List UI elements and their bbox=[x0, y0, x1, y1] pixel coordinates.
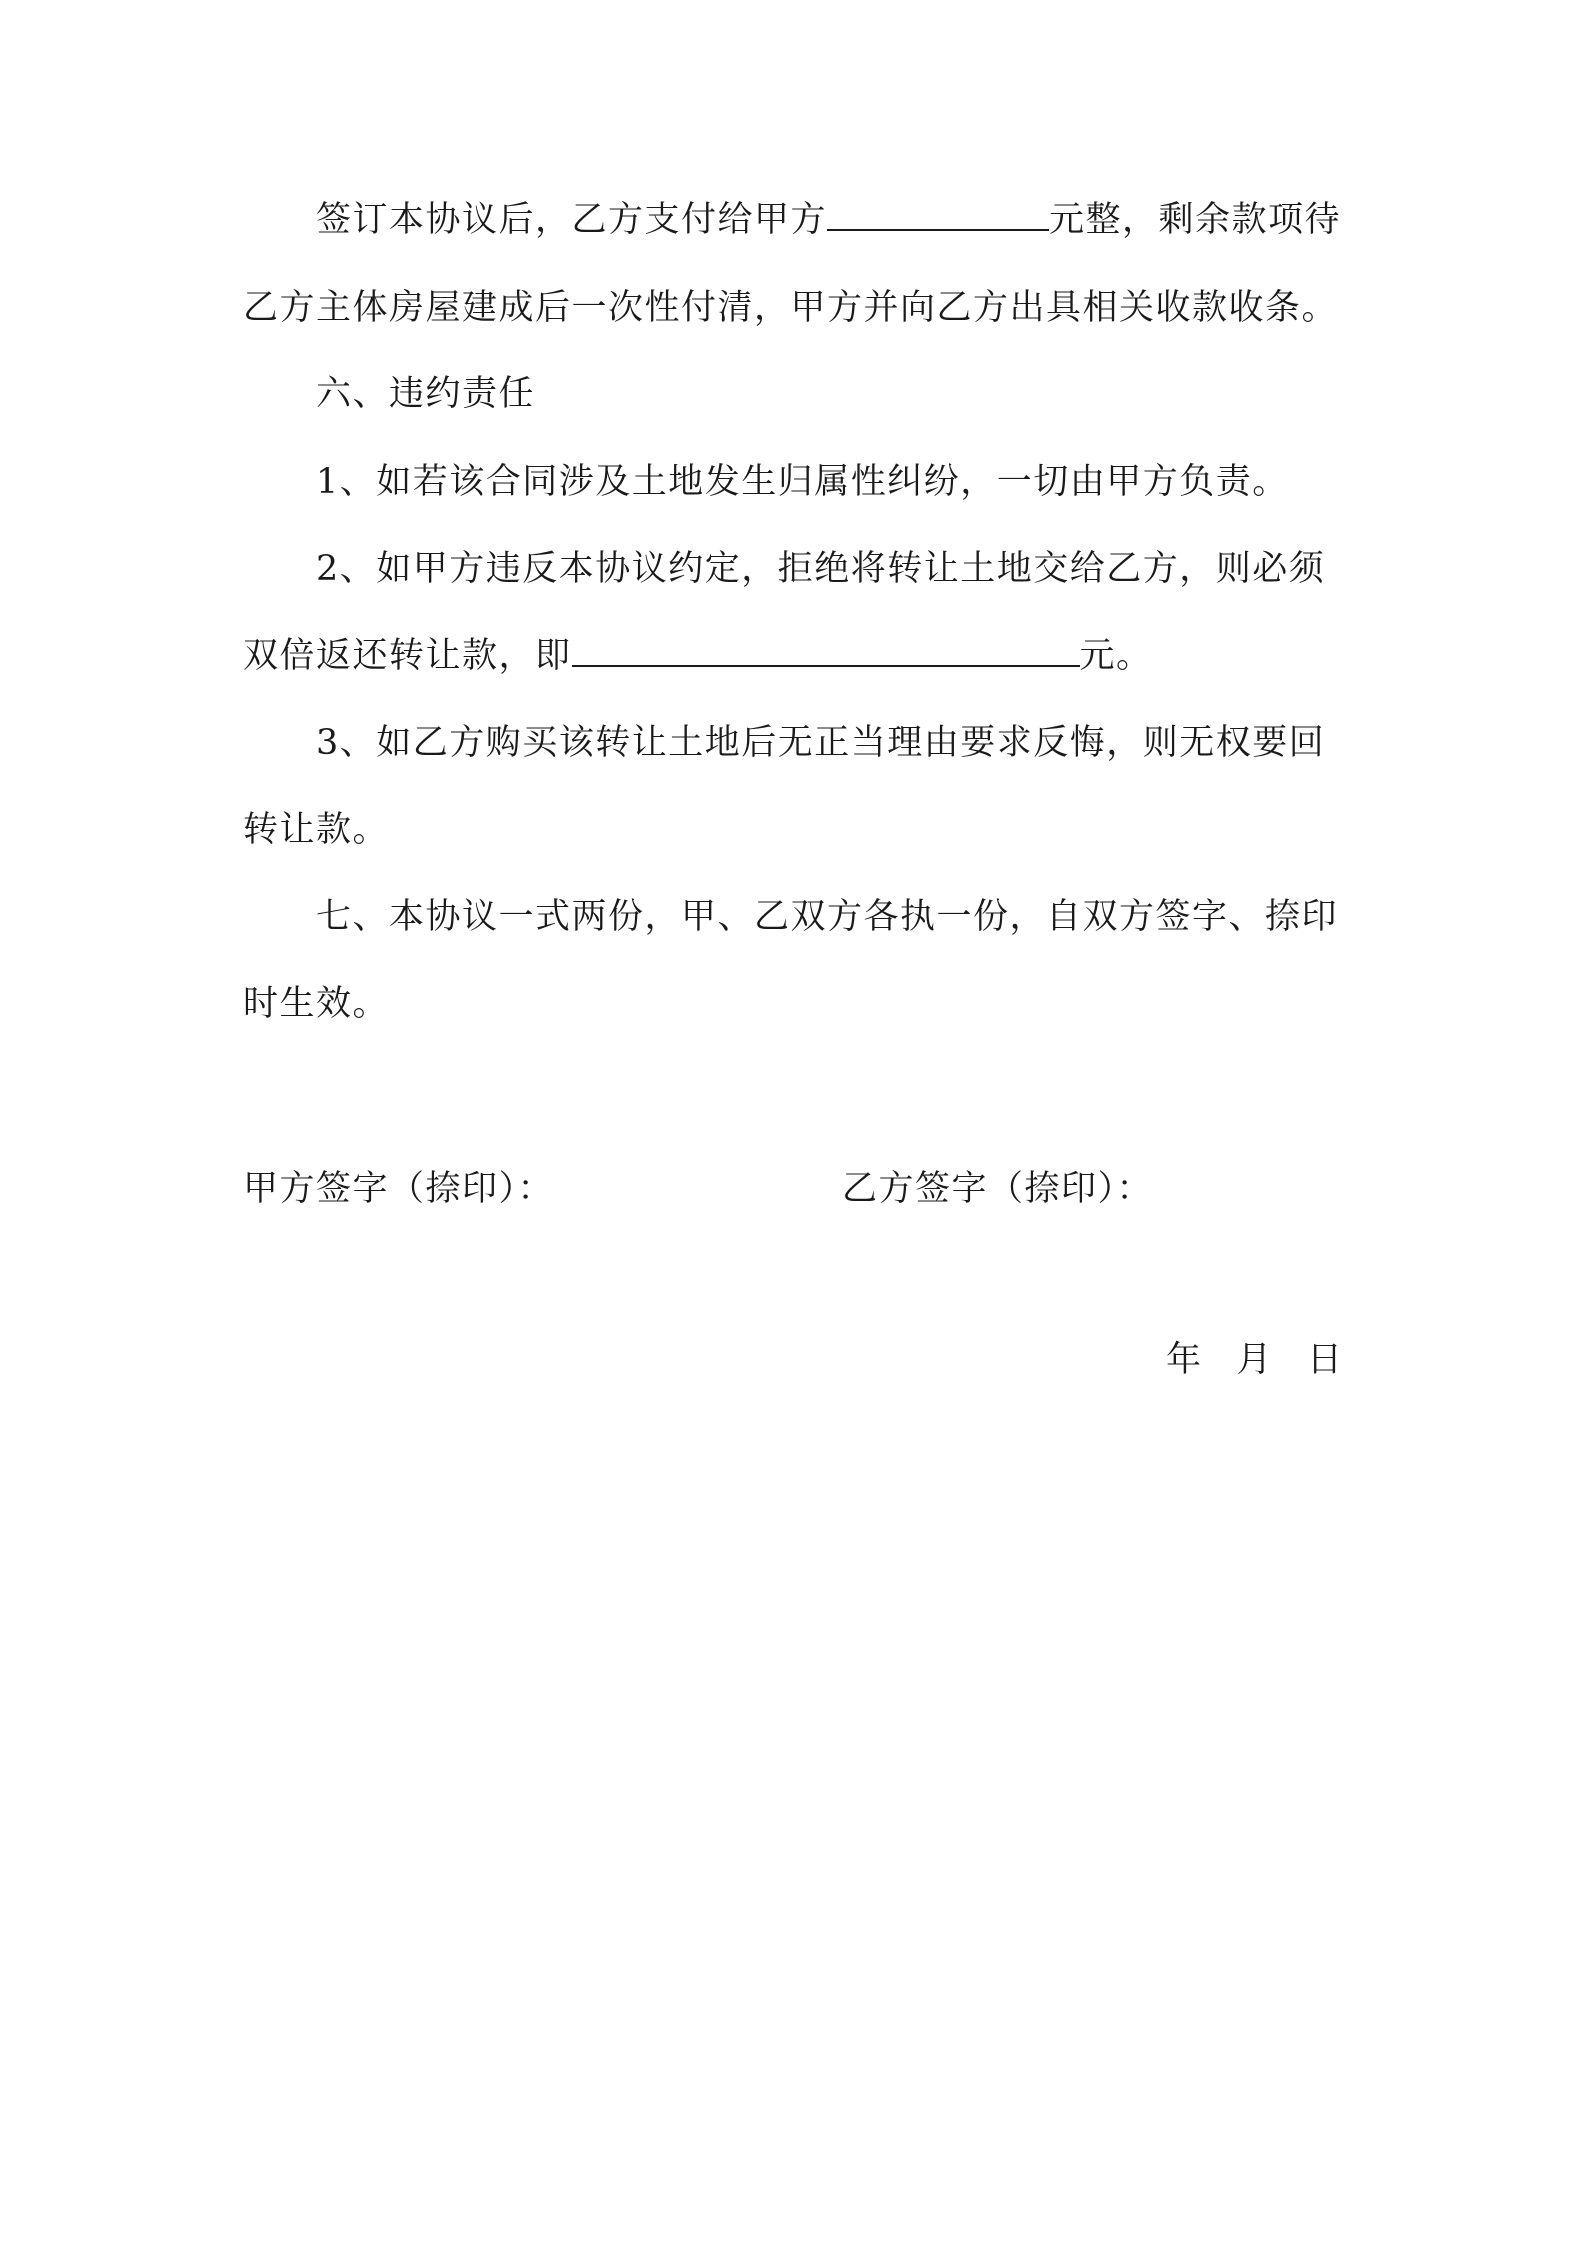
party-a-signature-label: 甲方签字（捺印）： bbox=[243, 1169, 555, 1209]
payment-amount-blank[interactable] bbox=[827, 199, 1049, 231]
clause-3-line1: 3、如乙方购买该转让土地后无正当理由要求反悔，则无权要回 bbox=[316, 723, 1326, 763]
refund-amount-blank[interactable] bbox=[572, 635, 1080, 667]
clause-1: 1、如若该合同涉及土地发生归属性纠纷，一切由甲方负责。 bbox=[316, 462, 1289, 502]
paragraph-payment-line1 bbox=[316, 198, 1341, 242]
payment-text-before: 签订本协议后，乙方支付给甲方 bbox=[316, 200, 828, 240]
section-6-title: 六、违约责任 bbox=[316, 374, 536, 414]
paragraph-payment-line2: 乙方主体房屋建成后一次性付清，甲方并向乙方出具相关收款收条。 bbox=[243, 288, 1339, 328]
date-day: 日 bbox=[1307, 1340, 1344, 1380]
clause-2-line2 bbox=[243, 634, 1153, 678]
section-7-line2: 时生效。 bbox=[243, 984, 390, 1024]
date-month: 月 bbox=[1236, 1340, 1274, 1380]
clause-3-line2: 转让款。 bbox=[243, 810, 390, 850]
party-b-signature-label: 乙方签字（捺印）： bbox=[842, 1169, 1154, 1209]
date-line bbox=[1166, 1338, 1344, 1382]
refund-text-after: 元。 bbox=[1079, 636, 1153, 676]
date-year: 年 bbox=[1166, 1340, 1203, 1380]
section-7-line1: 七、本协议一式两份，甲、乙双方各执一份，自双方签字、捺印 bbox=[316, 897, 1339, 937]
payment-text-after: 元整，剩余款项待 bbox=[1049, 200, 1342, 240]
clause-2-line1: 2、如甲方违反本协议约定，拒绝将转让土地交给乙方，则必须 bbox=[316, 549, 1326, 589]
refund-text-before: 双倍返还转让款，即 bbox=[243, 636, 572, 676]
